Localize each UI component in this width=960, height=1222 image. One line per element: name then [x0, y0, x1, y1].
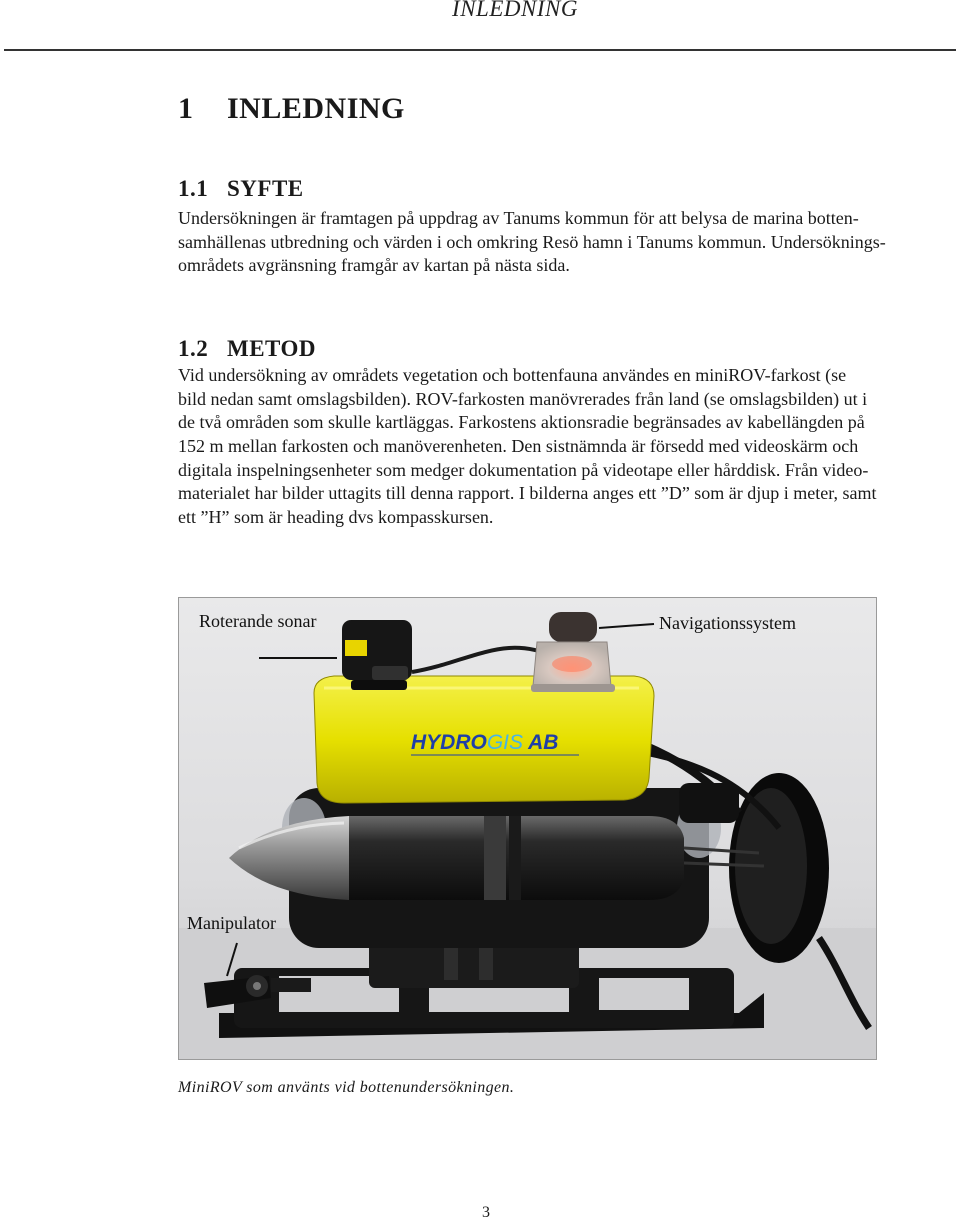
running-header — [0, 0, 960, 52]
text-line: bild nedan samt omslagsbilden). ROV-farkosten manövrerades från land (se omslagsbilden) ut i — [178, 388, 868, 409]
running-header-title: INLEDNING — [452, 0, 578, 21]
section-number: 1.2 — [178, 336, 209, 361]
text-line: 152 m mellan farkosten och manöverenheten. Den sistnämnda är försedd med videoskärm och — [178, 436, 859, 457]
hydrogis-logo: HYDROGIS AB — [411, 731, 559, 754]
text-line: de två områden som skulle kartläggas. Farkostens aktionsradie begränsades av kabellängden på — [178, 412, 865, 433]
section-body-syfte — [178, 207, 886, 278]
text-line: ett ”H” som är heading dvs kompasskursen. — [178, 507, 494, 528]
text-line: digitala inspelningsenheter som medger dokumentation på videotape eller hårddisk. Från video- — [178, 459, 869, 480]
section-title: METOD — [227, 336, 316, 361]
section-body-metod — [178, 364, 878, 530]
chapter-heading — [178, 92, 405, 126]
text-line: områdets avgränsning framgår av kartan på nästa sida. — [178, 255, 570, 276]
page-number: 3 — [482, 1204, 490, 1221]
text-line: materialet har bilder uttagits till denna rapport. I bilderna anges ett ”D” som är djup i meter, samt — [178, 483, 877, 504]
chapter-number: 1 — [178, 92, 194, 125]
label-manipulator: Manipulator — [187, 913, 276, 933]
header-rule — [4, 49, 956, 51]
section-heading-metod — [178, 336, 316, 362]
section-title: SYFTE — [227, 176, 304, 201]
rov-illustration — [179, 598, 876, 1059]
label-navigation-system: Navigationssystem — [659, 613, 796, 633]
chapter-title: INLEDNING — [227, 92, 405, 125]
section-number: 1.1 — [178, 176, 209, 201]
text-line: Undersökningen är framtagen på uppdrag av Tanums kommun för att belysa de marina botten- — [178, 208, 859, 228]
figure-caption: MiniROV som använts vid bottenundersökningen. — [178, 1079, 515, 1096]
rov-photo — [178, 597, 877, 1060]
section-heading-syfte — [178, 176, 304, 202]
label-rotating-sonar: Roterande sonar — [199, 611, 317, 631]
text-line: Vid undersökning av områdets vegetation och bottenfauna användes en miniROV-farkost (se — [178, 365, 847, 385]
text-line: samhällenas utbredning och värden i och omkring Resö hamn i Tanums kommun. Undersöknings- — [178, 231, 886, 252]
